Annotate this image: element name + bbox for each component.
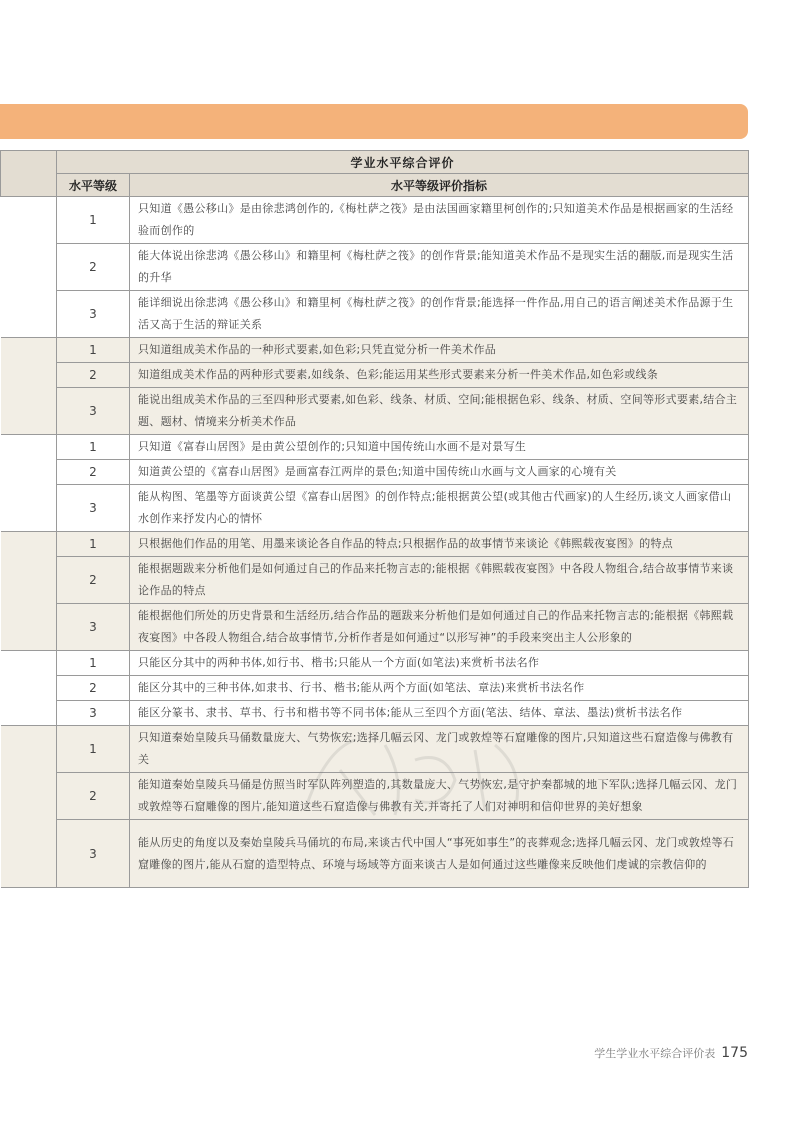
indicator-cell: 只知道《愚公移山》是由徐悲鸿创作的,《梅杜萨之筏》是由法国画家籍里柯创作的;只知道美术作品是根据画家的生活经验而创作的 xyxy=(130,197,749,244)
table-row xyxy=(1,244,749,291)
indicator-cell: 只知道《富春山居图》是由黄公望创作的;只知道中国传统山水画不是对景写生 xyxy=(130,435,749,460)
level-cell: 1 xyxy=(57,726,130,773)
table-row xyxy=(1,676,749,701)
level-cell: 2 xyxy=(57,363,130,388)
indicator-cell: 能详细说出徐悲鸿《愚公移山》和籍里柯《梅杜萨之筏》的创作背景;能选择一件作品,用自己的语言阐述美术作品源于生活又高于生活的辩证关系 xyxy=(130,291,749,338)
level-cell: 3 xyxy=(57,604,130,651)
table-row xyxy=(1,197,749,244)
indicator-cell: 能知道秦始皇陵兵马俑是仿照当时军队阵列塑造的,其数量庞大、气势恢宏,是守护秦都城的地下军队;选择几幅云冈、龙门或敦煌等石窟雕像的图片,能知道这些石窟造像与佛教有关,并寄托了人们对神明和信仰世界的美好想象 xyxy=(130,773,749,820)
indicator-cell: 只能区分其中的两种书体,如行书、楷书;只能从一个方面(如笔法)来赏析书法名作 xyxy=(130,651,749,676)
indicator-cell: 能区分其中的三种书体,如隶书、行书、楷书;能从两个方面(如笔法、章法)来赏析书法名作 xyxy=(130,676,749,701)
group-label-cell xyxy=(1,197,57,338)
table-row xyxy=(1,651,749,676)
level-cell: 3 xyxy=(57,701,130,726)
group-label-cell xyxy=(1,726,57,888)
indicator-cell: 知道组成美术作品的两种形式要素,如线条、色彩;能运用某些形式要素来分析一件美术作品,如色彩或线条 xyxy=(130,363,749,388)
level-cell: 2 xyxy=(57,557,130,604)
indicator-cell: 能从历史的角度以及秦始皇陵兵马俑坑的布局,来谈古代中国人“事死如事生”的丧葬观念;选择几幅云冈、龙门或敦煌等石窟雕像的图片,能从石窟的造型特点、环境与场域等方面来谈古人是如何通过这些雕像来反映他们虔诚的宗教信仰的 xyxy=(130,820,749,888)
indicator-cell: 能根据题跋来分析他们是如何通过自己的作品来托物言志的;能根据《韩熙载夜宴图》中各段人物组合,结合故事情节来谈论作品的特点 xyxy=(130,557,749,604)
level-cell: 2 xyxy=(57,676,130,701)
table-row xyxy=(1,604,749,651)
indicator-cell: 能大体说出徐悲鸿《愚公移山》和籍里柯《梅杜萨之筏》的创作背景;能知道美术作品不是现实生活的翻版,而是现实生活的升华 xyxy=(130,244,749,291)
indicator-cell: 只知道组成美术作品的一种形式要素,如色彩;只凭直觉分析一件美术作品 xyxy=(130,338,749,363)
indicator-cell: 知道黄公望的《富春山居图》是画富春江两岸的景色;知道中国传统山水画与文人画家的心境有关 xyxy=(130,460,749,485)
table-title: 学业水平综合评价 xyxy=(57,151,749,174)
level-cell: 2 xyxy=(57,773,130,820)
level-cell: 1 xyxy=(57,338,130,363)
table-row xyxy=(1,435,749,460)
table-row xyxy=(1,363,749,388)
watermark-logo xyxy=(285,730,545,820)
indicator-cell: 只根据他们作品的用笔、用墨来谈论各自作品的特点;只根据作品的故事情节来谈论《韩熙载夜宴图》的特点 xyxy=(130,532,749,557)
table-row xyxy=(1,557,749,604)
table-row xyxy=(1,388,749,435)
level-cell: 1 xyxy=(57,651,130,676)
table-row xyxy=(1,820,749,888)
level-cell: 2 xyxy=(57,244,130,291)
table-row xyxy=(1,460,749,485)
header-left-blank xyxy=(1,151,57,197)
level-cell: 3 xyxy=(57,820,130,888)
table-row xyxy=(1,291,749,338)
table-row xyxy=(1,701,749,726)
group-label-cell xyxy=(1,532,57,651)
section-header-band xyxy=(0,104,748,139)
indicator-cell: 能说出组成美术作品的三至四种形式要素,如色彩、线条、材质、空间;能根据色彩、线条、材质、空间等形式要素,结合主题、题材、情境来分析美术作品 xyxy=(130,388,749,435)
column-header-level: 水平等级 xyxy=(57,174,130,197)
indicator-cell: 能根据他们所处的历史背景和生活经历,结合作品的题跋来分析他们是如何通过自己的作品来托物言志的;能根据《韩熙载夜宴图》中各段人物组合,结合故事情节,分析作者是如何通过“以形写神”的手段来突出主人公形象的 xyxy=(130,604,749,651)
level-cell: 2 xyxy=(57,460,130,485)
level-cell: 1 xyxy=(57,435,130,460)
indicator-cell: 只知道秦始皇陵兵马俑数量庞大、气势恢宏;选择几幅云冈、龙门或敦煌等石窟雕像的图片,只知道这些石窟造像与佛教有关 xyxy=(130,726,749,773)
table-row xyxy=(1,485,749,532)
group-label-cell xyxy=(1,338,57,435)
level-cell: 3 xyxy=(57,388,130,435)
level-cell: 1 xyxy=(57,532,130,557)
level-cell: 3 xyxy=(57,291,130,338)
level-cell: 1 xyxy=(57,197,130,244)
table-row xyxy=(1,532,749,557)
group-label-cell xyxy=(1,651,57,726)
column-header-indicator: 水平等级评价指标 xyxy=(130,174,749,197)
page-number: 175 xyxy=(721,1045,748,1061)
indicator-cell: 能从构图、笔墨等方面谈黄公望《富春山居图》的创作特点;能根据黄公望(或其他古代画家)的人生经历,谈文人画家借山水创作来抒发内心的情怀 xyxy=(130,485,749,532)
indicator-cell: 能区分篆书、隶书、草书、行书和楷书等不同书体;能从三至四个方面(笔法、结体、章法、墨法)赏析书法名作 xyxy=(130,701,749,726)
table-row xyxy=(1,338,749,363)
group-label-cell xyxy=(1,435,57,532)
page-footer xyxy=(594,1045,748,1061)
level-cell: 3 xyxy=(57,485,130,532)
footer-title: 学生学业水平综合评价表 xyxy=(594,1047,716,1060)
